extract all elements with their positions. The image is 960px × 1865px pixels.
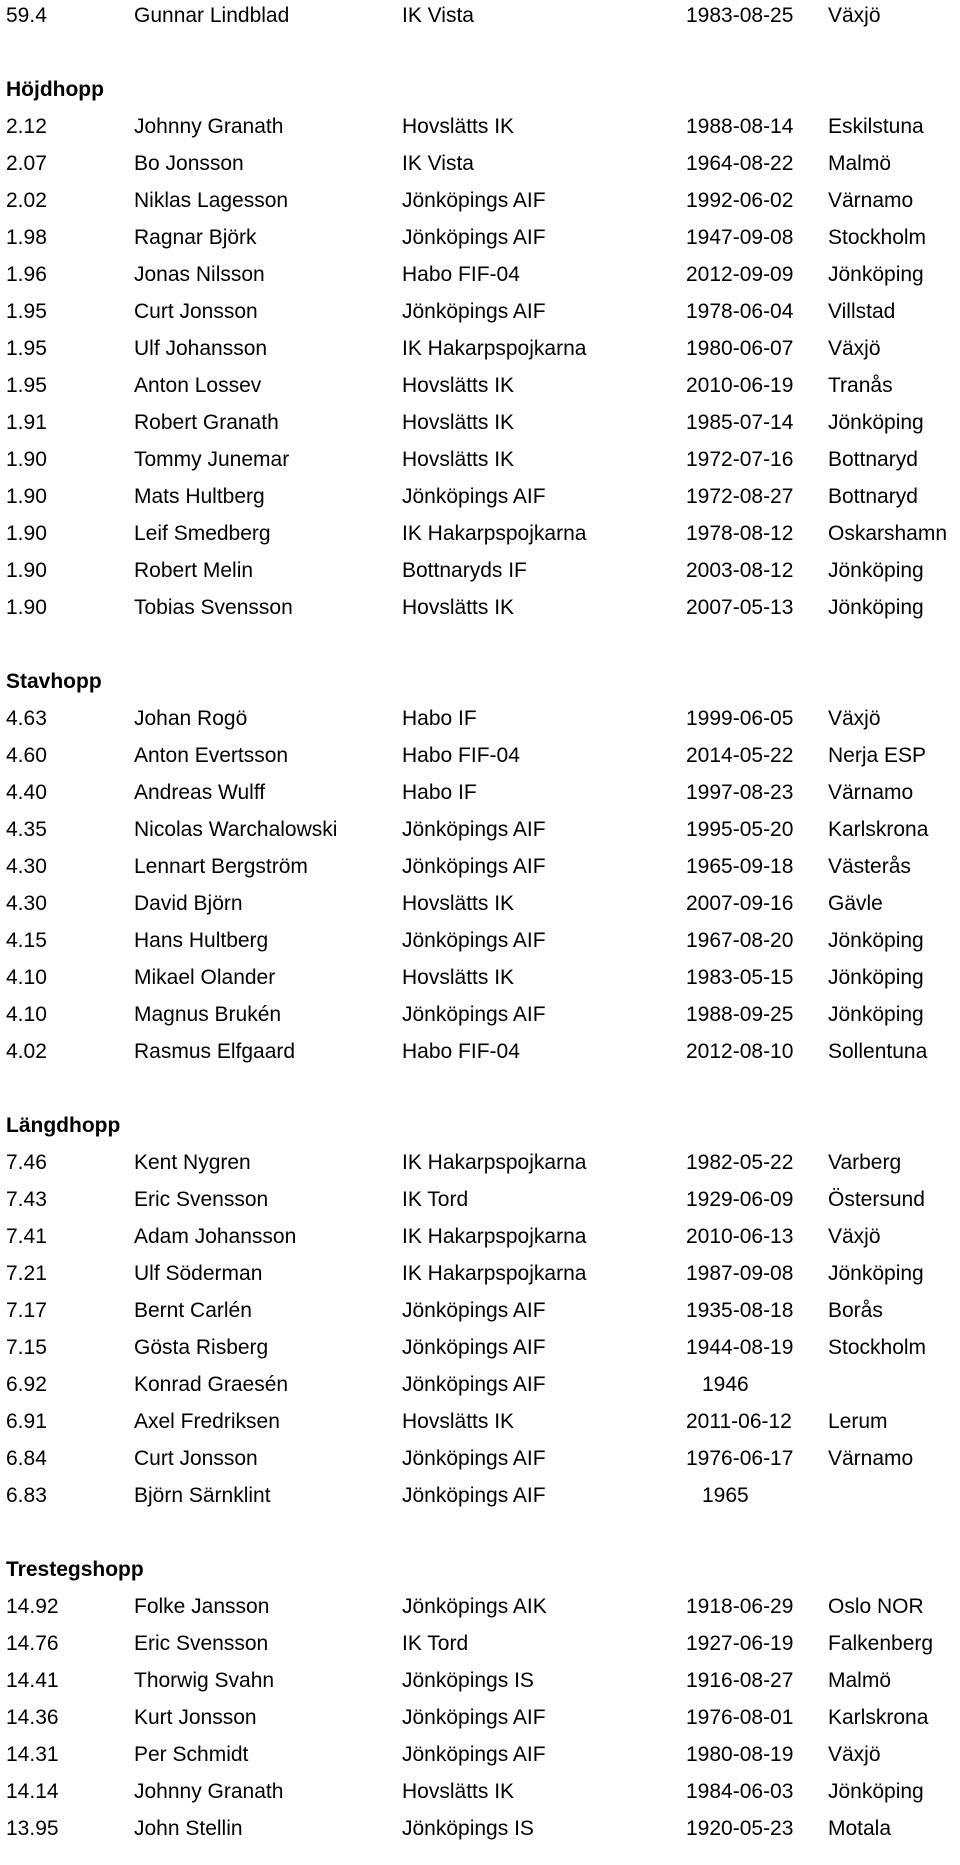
result-place: Värnamo [828, 189, 914, 212]
result-mark: 4.35 [6, 818, 47, 841]
result-date: 1918-06-29 [686, 1595, 794, 1618]
result-place: Villstad [828, 300, 896, 323]
result-mark: 1.90 [6, 596, 47, 619]
club-name: Jönköpings AIF [402, 855, 546, 878]
result-mark: 13.95 [6, 1817, 59, 1840]
athlete-name: Kurt Jonsson [134, 1706, 257, 1729]
result-place: Karlskrona [828, 818, 929, 841]
club-name: Jönköpings AIF [402, 300, 546, 323]
result-row [6, 441, 956, 478]
result-row [6, 1403, 956, 1440]
club-name: Jönköpings AIF [402, 1484, 546, 1507]
athlete-name: Gösta Risberg [134, 1336, 269, 1359]
club-name: Jönköpings AIF [402, 1336, 546, 1359]
result-mark: 1.96 [6, 263, 47, 286]
athlete-name: Jonas Nilsson [134, 263, 265, 286]
result-mark: 7.41 [6, 1225, 47, 1248]
result-row [6, 1699, 956, 1736]
athlete-name: John Stellin [134, 1817, 243, 1840]
result-place: Stockholm [828, 226, 927, 249]
result-mark: 1.90 [6, 485, 47, 508]
result-row [6, 367, 956, 404]
athlete-name: Mats Hultberg [134, 485, 265, 508]
club-name: Habo FIF-04 [402, 1040, 520, 1063]
result-row [6, 1329, 956, 1366]
club-name: IK Hakarpspojkarna [402, 1262, 587, 1285]
result-mark: 1.91 [6, 411, 47, 434]
result-mark: 6.91 [6, 1410, 47, 1433]
result-place: Växjö [828, 4, 881, 27]
result-date: 1995-05-20 [686, 818, 794, 841]
result-mark: 1.98 [6, 226, 47, 249]
result-place: Lerum [828, 1410, 888, 1433]
athlete-name: Johnny Granath [134, 115, 284, 138]
result-row [6, 1440, 956, 1477]
result-date: 1972-08-27 [686, 485, 794, 508]
athlete-name: Lennart Bergström [134, 855, 308, 878]
athlete-name: Magnus Brukén [134, 1003, 282, 1026]
result-date: 1947-09-08 [686, 226, 794, 249]
result-row [6, 0, 956, 34]
result-mark: 1.90 [6, 448, 47, 471]
athlete-name: Anton Lossev [134, 374, 262, 397]
result-row [6, 589, 956, 626]
result-place: Oslo NOR [828, 1595, 924, 1618]
athlete-name: Björn Särnklint [134, 1484, 271, 1507]
athlete-name: Nicolas Warchalowski [134, 818, 338, 841]
result-mark: 4.40 [6, 781, 47, 804]
result-mark: 7.21 [6, 1262, 47, 1285]
result-date: 1944-08-19 [686, 1336, 794, 1359]
result-place: Malmö [828, 152, 892, 175]
result-mark: 1.90 [6, 522, 47, 545]
result-row [6, 1773, 956, 1810]
result-row [6, 515, 956, 552]
athlete-name: Tobias Svensson [134, 596, 293, 619]
result-date: 1976-08-01 [686, 1706, 794, 1729]
section-spacer [6, 34, 956, 71]
result-date: 1927-06-19 [686, 1632, 794, 1655]
club-name: Jönköpings IS [402, 1817, 534, 1840]
result-date: 2012-09-09 [686, 263, 794, 286]
result-place: Jönköping [828, 559, 924, 582]
club-name: Habo IF [402, 781, 477, 804]
result-mark: 14.92 [6, 1595, 59, 1618]
result-mark: 2.07 [6, 152, 47, 175]
athlete-name: Johnny Granath [134, 1780, 284, 1803]
result-date: 1967-08-20 [686, 929, 794, 952]
result-date: 1980-08-19 [686, 1743, 794, 1766]
result-mark: 2.12 [6, 115, 47, 138]
result-row [6, 552, 956, 589]
result-place: Jönköping [828, 1262, 924, 1285]
result-place: Växjö [828, 1743, 881, 1766]
club-name: IK Hakarpspojkarna [402, 337, 587, 360]
result-place: Bottnaryd [828, 485, 918, 508]
event-heading: Längdhopp [6, 1114, 121, 1137]
athlete-name: Ulf Johansson [134, 337, 268, 360]
club-name: IK Hakarpspojkarna [402, 1151, 587, 1174]
club-name: IK Vista [402, 4, 474, 27]
section-spacer [6, 1514, 956, 1551]
result-mark: 4.02 [6, 1040, 47, 1063]
result-place: Västerås [828, 855, 911, 878]
result-date: 2011-06-12 [686, 1410, 792, 1433]
result-date: 2012-08-10 [686, 1040, 794, 1063]
result-place: Jönköping [828, 1780, 924, 1803]
result-mark: 6.83 [6, 1484, 47, 1507]
result-mark: 7.43 [6, 1188, 47, 1211]
result-row [6, 1662, 956, 1699]
club-name: Hovslätts IK [402, 1410, 515, 1433]
results-document [6, 0, 956, 1847]
result-mark: 14.31 [6, 1743, 59, 1766]
result-date: 1916-08-27 [686, 1669, 794, 1692]
result-mark: 4.30 [6, 855, 47, 878]
club-name: Habo FIF-04 [402, 263, 520, 286]
result-row [6, 108, 956, 145]
club-name: IK Vista [402, 152, 474, 175]
result-date: 1929-06-09 [686, 1188, 794, 1211]
result-date: 1935-08-18 [686, 1299, 794, 1322]
club-name: IK Hakarpspojkarna [402, 522, 587, 545]
result-mark: 4.10 [6, 966, 47, 989]
athlete-name: Niklas Lagesson [134, 189, 289, 212]
athlete-name: Eric Svensson [134, 1188, 269, 1211]
athlete-name: Ragnar Björk [134, 226, 257, 249]
result-mark: 1.95 [6, 337, 47, 360]
athlete-name: Andreas Wulff [134, 781, 266, 804]
result-date: 1997-08-23 [686, 781, 794, 804]
result-date: 1920-05-23 [686, 1817, 794, 1840]
result-mark: 1.95 [6, 300, 47, 323]
club-name: Hovslätts IK [402, 596, 515, 619]
result-row [6, 478, 956, 515]
athlete-name: Konrad Graesén [134, 1373, 289, 1396]
event-heading: Trestegshopp [6, 1558, 144, 1581]
result-row [6, 1810, 956, 1847]
athlete-name: Adam Johansson [134, 1225, 297, 1248]
result-mark: 59.4 [6, 4, 47, 27]
club-name: Habo FIF-04 [402, 744, 520, 767]
result-mark: 1.95 [6, 374, 47, 397]
result-place: Nerja ESP [828, 744, 927, 767]
result-row [6, 959, 956, 996]
athlete-name: Robert Granath [134, 411, 279, 434]
result-row [6, 700, 956, 737]
result-mark: 6.92 [6, 1373, 47, 1396]
result-row [6, 1218, 956, 1255]
event-section [6, 663, 956, 1070]
result-row [6, 1736, 956, 1773]
result-place: Tranås [828, 374, 893, 397]
result-date: 1984-06-03 [686, 1780, 794, 1803]
result-place: Östersund [828, 1188, 925, 1211]
club-name: Hovslätts IK [402, 966, 515, 989]
result-place: Sollentuna [828, 1040, 928, 1063]
result-mark: 4.15 [6, 929, 47, 952]
athlete-name: Tommy Junemar [134, 448, 290, 471]
result-row [6, 811, 956, 848]
result-mark: 14.41 [6, 1669, 59, 1692]
athlete-name: Anton Evertsson [134, 744, 289, 767]
result-place: Gävle [828, 892, 883, 915]
result-mark: 1.90 [6, 559, 47, 582]
result-row [6, 1366, 956, 1403]
club-name: IK Tord [402, 1188, 469, 1211]
result-date: 1982-05-22 [686, 1151, 794, 1174]
result-date: 1965 [702, 1484, 749, 1507]
result-date: 1946 [702, 1373, 749, 1396]
athlete-name: Johan Rogö [134, 707, 248, 730]
event-heading: Höjdhopp [6, 78, 104, 101]
club-name: Jönköpings AIF [402, 1003, 546, 1026]
result-mark: 7.15 [6, 1336, 47, 1359]
club-name: Jönköpings AIF [402, 189, 546, 212]
club-name: Bottnaryds IF [402, 559, 527, 582]
result-mark: 14.76 [6, 1632, 59, 1655]
result-row [6, 737, 956, 774]
athlete-name: Ulf Söderman [134, 1262, 263, 1285]
club-name: Jönköpings IS [402, 1669, 534, 1692]
result-row [6, 145, 956, 182]
athlete-name: Thorwig Svahn [134, 1669, 275, 1692]
result-row [6, 1588, 956, 1625]
club-name: Jönköpings AIF [402, 929, 546, 952]
result-place: Jönköping [828, 411, 924, 434]
club-name: Jönköpings AIF [402, 1299, 546, 1322]
event-section [6, 1107, 956, 1514]
section-spacer [6, 1070, 956, 1107]
result-row [6, 182, 956, 219]
athlete-name: Gunnar Lindblad [134, 4, 290, 27]
result-date: 1988-08-14 [686, 115, 794, 138]
result-row [6, 256, 956, 293]
result-date: 1983-08-25 [686, 4, 794, 27]
result-date: 1978-06-04 [686, 300, 794, 323]
result-row [6, 922, 956, 959]
athlete-name: Robert Melin [134, 559, 254, 582]
result-place: Jönköping [828, 929, 924, 952]
result-date: 1964-08-22 [686, 152, 794, 175]
club-name: Hovslätts IK [402, 411, 515, 434]
athlete-name: Mikael Olander [134, 966, 276, 989]
section-spacer [6, 626, 956, 663]
event-heading: Stavhopp [6, 670, 102, 693]
result-date: 1965-09-18 [686, 855, 794, 878]
result-place: Jönköping [828, 966, 924, 989]
result-place: Motala [828, 1817, 892, 1840]
result-row [6, 1181, 956, 1218]
athlete-name: David Björn [134, 892, 243, 915]
result-date: 2007-09-16 [686, 892, 794, 915]
result-date: 1987-09-08 [686, 1262, 794, 1285]
result-place: Värnamo [828, 781, 914, 804]
result-row [6, 1255, 956, 1292]
result-mark: 7.17 [6, 1299, 47, 1322]
result-row [6, 1144, 956, 1181]
result-place: Jönköping [828, 263, 924, 286]
result-place: Bottnaryd [828, 448, 918, 471]
result-row [6, 996, 956, 1033]
result-date: 1976-06-17 [686, 1447, 794, 1470]
event-section [6, 1551, 956, 1847]
result-row [6, 1477, 956, 1514]
result-row [6, 219, 956, 256]
result-date: 1972-07-16 [686, 448, 794, 471]
athlete-name: Curt Jonsson [134, 300, 258, 323]
result-place: Jönköping [828, 1003, 924, 1026]
result-mark: 4.10 [6, 1003, 47, 1026]
club-name: Habo IF [402, 707, 477, 730]
result-date: 1988-09-25 [686, 1003, 794, 1026]
result-mark: 6.84 [6, 1447, 47, 1470]
club-name: Jönköpings AIK [402, 1595, 547, 1618]
result-place: Malmö [828, 1669, 892, 1692]
result-place: Jönköping [828, 596, 924, 619]
athlete-name: Curt Jonsson [134, 1447, 258, 1470]
club-name: Jönköpings AIF [402, 1706, 546, 1729]
result-place: Karlskrona [828, 1706, 929, 1729]
result-date: 2010-06-19 [686, 374, 794, 397]
athlete-name: Axel Fredriksen [134, 1410, 280, 1433]
athlete-name: Kent Nygren [134, 1151, 251, 1174]
club-name: Hovslätts IK [402, 892, 515, 915]
club-name: Jönköpings AIF [402, 226, 546, 249]
result-mark: 4.63 [6, 707, 47, 730]
club-name: Hovslätts IK [402, 1780, 515, 1803]
athlete-name: Hans Hultberg [134, 929, 269, 952]
club-name: Jönköpings AIF [402, 485, 546, 508]
result-date: 2010-06-13 [686, 1225, 794, 1248]
athlete-name: Bo Jonsson [134, 152, 244, 175]
result-row [6, 404, 956, 441]
athlete-name: Leif Smedberg [134, 522, 271, 545]
result-date: 2007-05-13 [686, 596, 794, 619]
result-place: Växjö [828, 1225, 881, 1248]
result-place: Växjö [828, 707, 881, 730]
result-place: Eskilstuna [828, 115, 924, 138]
result-mark: 7.46 [6, 1151, 47, 1174]
result-row [6, 1625, 956, 1662]
result-date: 2014-05-22 [686, 744, 794, 767]
club-name: Hovslätts IK [402, 374, 515, 397]
club-name: Jönköpings AIF [402, 818, 546, 841]
event-section [6, 71, 956, 626]
club-name: IK Tord [402, 1632, 469, 1655]
result-date: 1983-05-15 [686, 966, 794, 989]
result-mark: 2.02 [6, 189, 47, 212]
result-row [6, 293, 956, 330]
result-row [6, 848, 956, 885]
result-place: Falkenberg [828, 1632, 934, 1655]
result-date: 2003-08-12 [686, 559, 794, 582]
club-name: Hovslätts IK [402, 448, 515, 471]
result-place: Stockholm [828, 1336, 927, 1359]
athlete-name: Folke Jansson [134, 1595, 270, 1618]
club-name: Hovslätts IK [402, 115, 515, 138]
result-row [6, 330, 956, 367]
result-mark: 14.36 [6, 1706, 59, 1729]
result-date: 1999-06-05 [686, 707, 794, 730]
club-name: Jönköpings AIF [402, 1373, 546, 1396]
result-mark: 14.14 [6, 1780, 59, 1803]
athlete-name: Per Schmidt [134, 1743, 249, 1766]
result-place: Borås [828, 1299, 883, 1322]
athlete-name: Bernt Carlén [134, 1299, 252, 1322]
club-name: Jönköpings AIF [402, 1743, 546, 1766]
result-date: 1980-06-07 [686, 337, 794, 360]
result-place: Varberg [828, 1151, 902, 1174]
result-mark: 4.30 [6, 892, 47, 915]
result-mark: 4.60 [6, 744, 47, 767]
club-name: IK Hakarpspojkarna [402, 1225, 587, 1248]
result-place: Växjö [828, 337, 881, 360]
result-date: 1978-08-12 [686, 522, 794, 545]
result-row [6, 774, 956, 811]
result-place: Värnamo [828, 1447, 914, 1470]
club-name: Jönköpings AIF [402, 1447, 546, 1470]
result-date: 1992-06-02 [686, 189, 794, 212]
result-place: Oskarshamn [828, 522, 948, 545]
result-row [6, 1292, 956, 1329]
result-row [6, 1033, 956, 1070]
result-row [6, 885, 956, 922]
athlete-name: Rasmus Elfgaard [134, 1040, 296, 1063]
result-date: 1985-07-14 [686, 411, 794, 434]
athlete-name: Eric Svensson [134, 1632, 269, 1655]
